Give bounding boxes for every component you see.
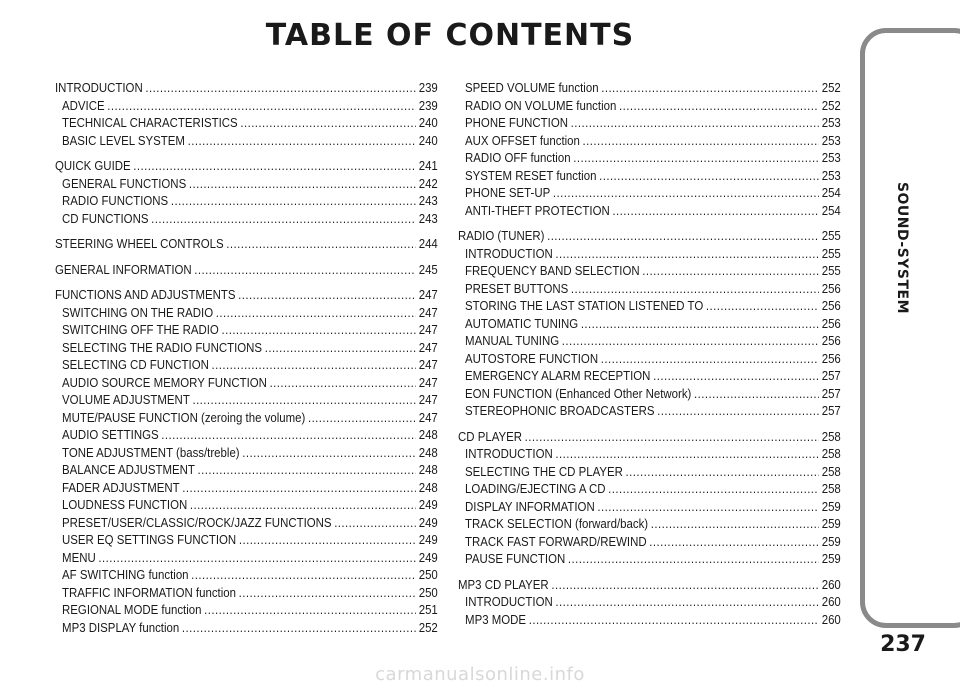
toc-entry-page: 259 <box>821 533 841 549</box>
toc-entry-title: TRACK FAST FORWARD/REWIND <box>465 533 647 549</box>
dot-leader <box>525 428 819 446</box>
toc-subentry[interactable] <box>458 97 841 115</box>
toc-entry-title: SELECTING THE RADIO FUNCTIONS <box>62 339 263 355</box>
toc-subentry[interactable] <box>55 175 438 193</box>
toc-entry-title: PRESET/USER/CLASSIC/ROCK/JAZZ FUNCTIONS <box>62 514 332 530</box>
toc-entry-title: INTRODUCTION <box>465 446 553 461</box>
dot-leader <box>204 601 416 619</box>
toc-entry-page: 256 <box>821 333 841 348</box>
toc-entry-page: 256 <box>821 280 841 296</box>
dot-leader <box>145 79 416 97</box>
toc-subentry[interactable] <box>458 350 841 368</box>
dot-leader <box>551 576 819 594</box>
toc-entry[interactable] <box>55 235 438 253</box>
dot-leader <box>599 167 819 185</box>
dot-leader <box>571 114 819 132</box>
dot-leader <box>573 149 819 167</box>
toc-entry-title: PHONE SET-UP <box>465 185 551 200</box>
toc-entry-title: TRAFFIC INFORMATION function <box>62 584 236 600</box>
toc-entry-page: 254 <box>821 185 841 200</box>
toc-subentry[interactable] <box>458 202 841 220</box>
toc-subentry[interactable] <box>55 531 438 549</box>
toc-entry-page: 239 <box>418 80 438 95</box>
toc-entry-title: USER EQ SETTINGS FUNCTION <box>62 532 237 547</box>
dot-leader <box>171 192 416 210</box>
toc-subentry[interactable] <box>458 262 841 280</box>
toc-entry-page: 259 <box>821 498 841 514</box>
dot-leader <box>239 531 416 549</box>
toc-entry-page: 250 <box>418 567 438 582</box>
dot-leader <box>653 367 819 385</box>
dot-leader <box>706 297 819 315</box>
toc-entry-title: EMERGENCY ALARM RECEPTION <box>465 368 651 383</box>
toc-entry-title: QUICK GUIDE <box>55 158 131 173</box>
toc-entry-page: 243 <box>418 210 438 226</box>
dot-leader <box>619 97 819 115</box>
toc-entry-page: 258 <box>821 463 841 479</box>
toc-subentry[interactable] <box>55 584 438 602</box>
toc-subentry[interactable] <box>458 463 841 481</box>
section-tab-label: SOUND-SYSTEM <box>894 181 910 315</box>
toc-entry-title: MP3 MODE <box>465 611 527 627</box>
toc-subentry[interactable] <box>55 496 438 514</box>
toc-subentry[interactable] <box>458 167 841 185</box>
dot-leader <box>562 332 819 350</box>
toc-entry-title: AF SWITCHING function <box>62 567 189 582</box>
toc-subentry[interactable] <box>55 549 438 567</box>
toc-entry[interactable] <box>458 428 841 446</box>
toc-entry-page: 248 <box>418 444 438 460</box>
toc-entry-page: 245 <box>418 261 438 277</box>
dot-leader <box>190 496 416 514</box>
toc-entry[interactable] <box>55 261 438 279</box>
toc-subentry[interactable] <box>458 550 841 568</box>
toc-entry-title: RADIO FUNCTIONS <box>62 193 169 208</box>
toc-entry-page: 243 <box>418 193 438 208</box>
toc-entry-title: TRACK SELECTION (forward/back) <box>465 516 649 531</box>
toc-subentry[interactable] <box>55 321 438 339</box>
dot-leader <box>212 356 417 374</box>
toc-subentry[interactable] <box>458 402 841 420</box>
toc-entry-title: INTRODUCTION <box>465 594 553 609</box>
toc-subentry[interactable] <box>55 514 438 532</box>
toc-entry[interactable] <box>55 286 438 304</box>
toc-entry-page: 249 <box>418 497 438 512</box>
toc-entry-title: REGIONAL MODE function <box>62 602 202 617</box>
dot-leader <box>161 426 416 444</box>
toc-entry-page: 252 <box>821 80 841 95</box>
toc-group <box>55 235 438 253</box>
toc-subentry[interactable] <box>55 374 438 392</box>
toc-entry-page: 259 <box>821 551 841 566</box>
toc-entry-page: 249 <box>418 514 438 530</box>
toc-entry-page: 247 <box>418 357 438 372</box>
toc-entry-page: 259 <box>821 516 841 531</box>
section-tab <box>860 28 960 628</box>
toc-entry-title: AUTOMATIC TUNING <box>465 315 579 331</box>
toc-entry[interactable] <box>55 79 438 97</box>
toc-entry-page: 253 <box>821 167 841 183</box>
toc-entry-page: 250 <box>418 584 438 600</box>
toc-entry-title: AUDIO SETTINGS <box>62 427 159 442</box>
toc-entry-page: 248 <box>418 462 438 477</box>
toc-entry-title: PRESET BUTTONS <box>465 280 569 296</box>
watermark <box>0 662 960 686</box>
toc-entry-page: 247 <box>418 374 438 390</box>
toc-subentry[interactable] <box>55 304 438 322</box>
toc-entry-page: 247 <box>418 322 438 337</box>
dot-leader <box>583 132 820 150</box>
toc-entry-page: 252 <box>821 97 841 113</box>
toc-entry-page: 242 <box>418 175 438 191</box>
toc-entry-title: STORING THE LAST STATION LISTENED TO <box>465 298 704 313</box>
toc-subentry[interactable] <box>55 409 438 427</box>
toc-entry-page: 258 <box>821 446 841 461</box>
toc-entry-title: INTRODUCTION <box>465 245 553 261</box>
toc-subentry[interactable] <box>55 619 438 637</box>
toc-group <box>458 227 841 420</box>
dot-leader <box>601 79 819 97</box>
toc-subentry[interactable] <box>55 192 438 210</box>
toc-entry-title: PAUSE FUNCTION <box>465 551 566 566</box>
dot-leader <box>568 550 819 568</box>
toc-subentry[interactable] <box>458 332 841 350</box>
toc-entry-page: 247 <box>418 339 438 355</box>
toc-entry-page: 240 <box>418 132 438 148</box>
toc-entry-title: SELECTING CD FUNCTION <box>62 357 209 372</box>
toc-entry-page: 239 <box>418 97 438 113</box>
dot-leader <box>226 235 416 253</box>
toc-entry-page: 253 <box>821 115 841 130</box>
toc-subentry[interactable] <box>55 479 438 497</box>
toc-entry-page: 256 <box>821 350 841 366</box>
toc-group <box>458 428 841 568</box>
toc-group <box>55 79 438 149</box>
dot-leader <box>133 157 416 175</box>
toc-subentry[interactable] <box>458 515 841 533</box>
toc-entry-page: 258 <box>821 428 841 444</box>
toc-entry-title: LOUDNESS FUNCTION <box>62 497 188 512</box>
toc-entry-title: SWITCHING OFF THE RADIO <box>62 322 219 337</box>
toc-subentry[interactable] <box>458 480 841 498</box>
toc-entry-title: MP3 CD PLAYER <box>458 576 549 592</box>
toc-entry-title: TONE ADJUSTMENT (bass/treble) <box>62 444 240 460</box>
toc-entry-page: 247 <box>418 287 438 302</box>
toc-group <box>55 261 438 279</box>
dot-leader <box>188 132 416 150</box>
dot-leader <box>581 315 819 333</box>
toc-subentry[interactable] <box>55 114 438 132</box>
toc-entry-title: SYSTEM RESET function <box>465 167 597 183</box>
toc-entry-title: AUDIO SOURCE MEMORY FUNCTION <box>62 374 267 390</box>
dot-leader <box>651 515 819 533</box>
toc-entry-title: AUTOSTORE FUNCTION <box>465 350 599 366</box>
dot-leader <box>612 202 819 220</box>
dot-leader <box>608 480 819 498</box>
toc-entry-page: 256 <box>821 315 841 331</box>
page-title: TABLE OF CONTENTS <box>265 18 635 53</box>
dot-leader <box>198 461 417 479</box>
toc-entry-page: 260 <box>821 594 841 609</box>
toc-subentry[interactable] <box>55 339 438 357</box>
toc-entry-title: STEERING WHEEL CONTROLS <box>55 236 224 251</box>
toc-entry-title: GENERAL INFORMATION <box>55 261 192 277</box>
dot-leader <box>216 304 416 322</box>
toc-entry-title: CD FUNCTIONS <box>62 210 149 226</box>
dot-leader <box>270 374 416 392</box>
dot-leader <box>182 479 416 497</box>
dot-leader <box>657 402 819 420</box>
toc-group <box>458 79 841 219</box>
toc-entry-title: ANTI-THEFT PROTECTION <box>465 202 610 218</box>
toc-entry-title: RADIO ON VOLUME function <box>465 97 617 113</box>
toc-group <box>55 286 438 636</box>
toc-entry-page: 255 <box>821 263 841 278</box>
dot-leader <box>182 619 416 637</box>
toc-entry-page: 257 <box>821 368 841 383</box>
toc-entry-page: 257 <box>821 403 841 418</box>
dot-leader <box>191 566 416 584</box>
toc-entry-page: 257 <box>821 385 841 401</box>
toc-subentry[interactable] <box>55 426 438 444</box>
toc-entry-title: ADVICE <box>62 97 105 113</box>
toc-subentry[interactable] <box>458 297 841 315</box>
toc-subentry[interactable] <box>55 444 438 462</box>
dot-leader <box>626 463 820 481</box>
toc-subentry[interactable] <box>458 533 841 551</box>
toc-entry[interactable] <box>458 576 841 594</box>
toc-subentry[interactable] <box>458 593 841 611</box>
dot-leader <box>694 385 819 403</box>
toc-entry-page: 255 <box>821 245 841 261</box>
toc-entry-page: 258 <box>821 481 841 496</box>
toc-entry-title: PHONE FUNCTION <box>465 115 568 130</box>
toc-entry-page: 247 <box>418 392 438 407</box>
dot-leader <box>553 184 819 202</box>
toc-subentry[interactable] <box>458 315 841 333</box>
toc-entry-title: MANUAL TUNING <box>465 333 560 348</box>
toc-subentry[interactable] <box>458 385 841 403</box>
toc-entry-title: RADIO OFF function <box>465 150 571 165</box>
toc-group <box>458 576 841 629</box>
toc-entry[interactable] <box>55 157 438 175</box>
toc-entry-page: 247 <box>418 304 438 320</box>
toc-entry-title: VOLUME ADJUSTMENT <box>62 392 190 407</box>
watermark-text: carmanualsonline.info <box>375 663 585 685</box>
toc-left-column <box>55 79 438 644</box>
toc-entry-page: 241 <box>418 158 438 173</box>
toc-entry-page: 254 <box>821 202 841 218</box>
toc-entry-title: INTRODUCTION <box>55 80 143 95</box>
toc-entry-title: GENERAL FUNCTIONS <box>62 175 187 191</box>
toc-entry-title: SWITCHING ON THE RADIO <box>62 304 214 320</box>
dot-leader <box>238 286 416 304</box>
toc-entry-title: SELECTING THE CD PLAYER <box>465 463 623 479</box>
dot-leader <box>555 593 819 611</box>
toc-entry-title: BALANCE ADJUSTMENT <box>62 462 195 477</box>
toc-entry-page: 253 <box>821 132 841 148</box>
toc-subentry[interactable] <box>55 210 438 228</box>
dot-leader <box>308 409 416 427</box>
toc-entry-title: EON FUNCTION (Enhanced Other Network) <box>465 385 692 401</box>
toc-entry-page: 260 <box>821 611 841 627</box>
toc-entry-title: STEREOPHONIC BROADCASTERS <box>465 403 655 418</box>
toc-subentry[interactable] <box>458 184 841 202</box>
dot-leader <box>334 514 416 532</box>
toc-entry-page: 252 <box>418 619 438 635</box>
toc-subentry[interactable] <box>458 498 841 516</box>
toc-entry-page: 244 <box>418 236 438 251</box>
toc-entry-title: MP3 DISPLAY function <box>62 619 180 635</box>
dot-leader <box>192 391 416 409</box>
toc-entry-title: LOADING/EJECTING A CD <box>465 481 606 496</box>
toc-subentry[interactable] <box>458 611 841 629</box>
toc-subentry[interactable] <box>55 391 438 409</box>
dot-leader <box>642 262 819 280</box>
toc-entry-page: 247 <box>418 409 438 425</box>
dot-leader <box>240 114 416 132</box>
toc-subentry[interactable] <box>55 566 438 584</box>
dot-leader <box>649 533 819 551</box>
dot-leader <box>98 549 416 567</box>
dot-leader <box>151 210 416 228</box>
toc-subentry[interactable] <box>458 445 841 463</box>
toc-entry-title: FADER ADJUSTMENT <box>62 479 180 495</box>
toc-subentry[interactable] <box>55 461 438 479</box>
dot-leader <box>107 97 416 115</box>
toc-subentry[interactable] <box>55 601 438 619</box>
toc-entry-page: 248 <box>418 427 438 442</box>
toc-entry-page: 253 <box>821 150 841 165</box>
toc-right-column <box>458 79 841 636</box>
dot-leader <box>547 227 819 245</box>
toc-subentry[interactable] <box>458 132 841 150</box>
dot-leader <box>597 498 819 516</box>
dot-leader <box>242 444 416 462</box>
dot-leader <box>529 611 819 629</box>
dot-leader <box>601 350 819 368</box>
dot-leader <box>239 584 416 602</box>
toc-entry-page: 255 <box>821 228 841 243</box>
dot-leader <box>571 280 819 298</box>
toc-entry-title: DISPLAY INFORMATION <box>465 498 595 514</box>
toc-subentry[interactable] <box>458 245 841 263</box>
toc-entry-page: 248 <box>418 479 438 495</box>
toc-subentry[interactable] <box>458 79 841 97</box>
toc-entry-title: FREQUENCY BAND SELECTION <box>465 263 640 278</box>
toc-group <box>55 157 438 227</box>
toc-entry-page: 256 <box>821 298 841 313</box>
toc-subentry[interactable] <box>458 367 841 385</box>
toc-subentry[interactable] <box>458 149 841 167</box>
toc-entry-page: 260 <box>821 576 841 592</box>
dot-leader <box>555 245 819 263</box>
toc-subentry[interactable] <box>55 356 438 374</box>
toc-entry-page: 240 <box>418 115 438 130</box>
toc-entry-title: FUNCTIONS AND ADJUSTMENTS <box>55 287 236 302</box>
toc-subentry[interactable] <box>55 132 438 150</box>
toc-entry-title: BASIC LEVEL SYSTEM <box>62 132 185 148</box>
toc-entry-title: AUX OFFSET function <box>465 132 580 148</box>
toc-entry-title: MUTE/PAUSE FUNCTION (zeroing the volume) <box>62 409 306 425</box>
dot-leader <box>221 321 416 339</box>
toc-entry-page: 249 <box>418 549 438 565</box>
dot-leader <box>265 339 416 357</box>
dot-leader <box>189 175 416 193</box>
toc-entry-title: MENU <box>62 549 96 565</box>
toc-subentry[interactable] <box>458 114 841 132</box>
toc-entry-title: RADIO (TUNER) <box>458 228 545 243</box>
toc-entry-title: TECHNICAL CHARACTERISTICS <box>62 115 238 130</box>
dot-leader <box>194 261 416 279</box>
toc-entry[interactable] <box>458 227 841 245</box>
toc-subentry[interactable] <box>55 97 438 115</box>
toc-entry-title: CD PLAYER <box>458 428 523 444</box>
page-number: 237 <box>868 632 932 657</box>
dot-leader <box>555 445 819 463</box>
toc-subentry[interactable] <box>458 280 841 298</box>
toc-entry-title: SPEED VOLUME function <box>465 80 599 95</box>
toc-entry-page: 249 <box>418 532 438 547</box>
toc-entry-page: 251 <box>418 602 438 617</box>
